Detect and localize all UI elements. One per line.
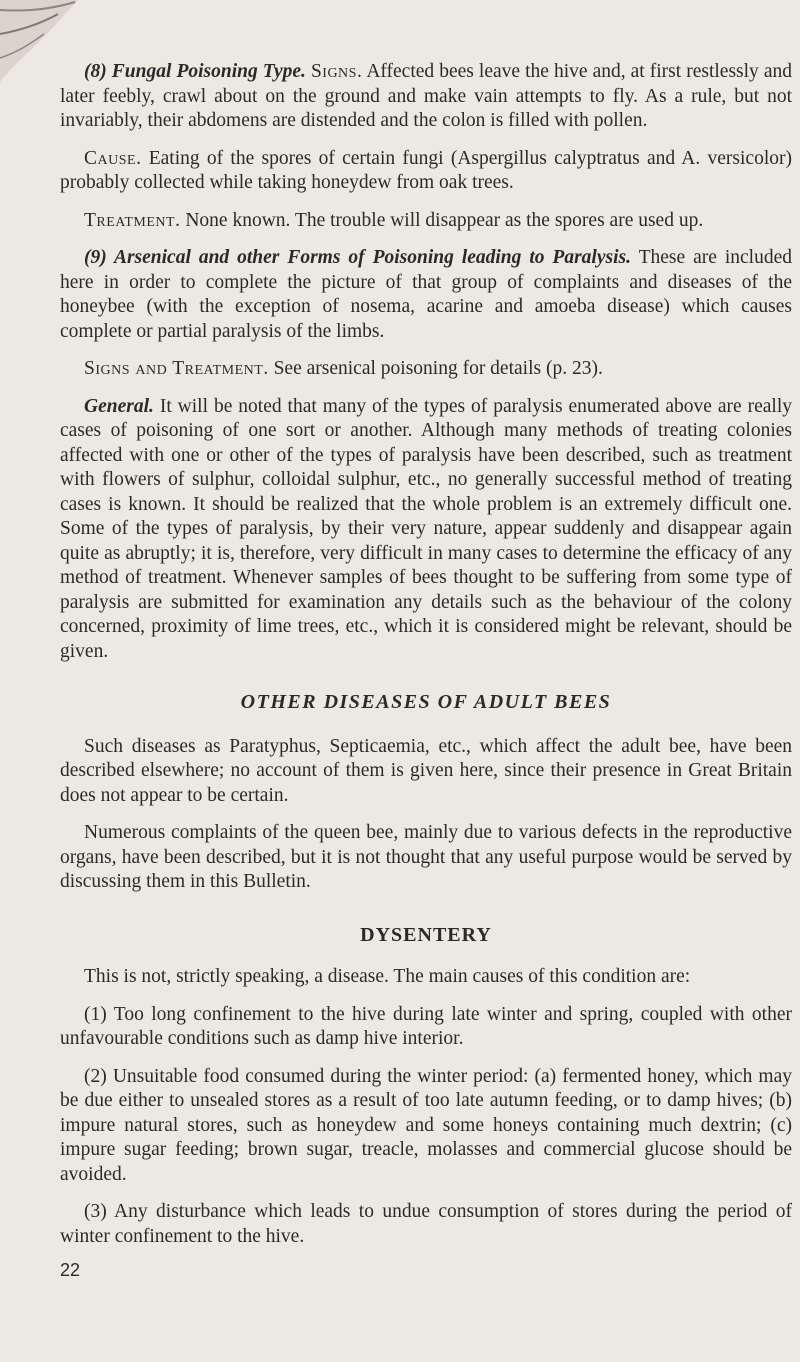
dysentery-cause-3: (3) Any disturbance which leads to undue consumption of stores during the period of winter confinement to the hive. (60, 1201, 792, 1247)
heading-dysentery: DYSENTERY (360, 923, 492, 946)
signs-and-treatment-text: See arsenical poisoning for details (p. 23). (273, 358, 603, 379)
general-text: It will be noted that many of the types of paralysis enumerated above are really cases of poisoning of one sort or another. Although many methods of treating colonies affected with one or other of the types of paralysis have been described, such as treatment with flowers of sulphur, colloidal sulphur, etc., no generally successful method of treating cases is known. It should be realized that the whole problem is an extremely difficult one. Some of the types of paralysis, by their very nature, appear suddenly and disappear again quite as abruptly; it is, therefore, very difficult in many cases to determine the efficacy of any method of treatment. Whenever samples of bees thought to be suffering from some type of paralysis are submitted for examination any details such as the behaviour of the colony concerned, proximity of lime trees, etc., which it is considered might be relevant, should be given. (60, 395, 793, 662)
arsenical-poisoning-text: These are included here in order to complete the picture of that group of complaints and diseases of the honeybee (with the exception of nosema, acarine and amoeba disease) which causes complete or partial paralysis of the limbs. (60, 247, 792, 342)
signs-and-treatment-label: Signs and Treatment. (84, 358, 269, 379)
fungal-poisoning-heading: (8) Fungal Poisoning Type. (84, 61, 306, 82)
dysentery-cause-1: (1) Too long confinement to the hive during late winter and spring, coupled with other unfavourable conditions such as damp hive interior. (60, 1003, 792, 1049)
general-heading: General. (84, 395, 154, 417)
heading-other-diseases: OTHER DISEASES OF ADULT BEES (240, 691, 612, 713)
dysentery-cause-2: (2) Unsuitable food consumed during the winter period: (a) fermented honey, which may be due either to unsealed stores as a result of too late autumn feeding, or to damp hives; (b) impure natural stores, such as honeydew and some honeys containing much dextrin; (c) impure sugar feeding; brown sugar, treacle, molasses and commercial glucose should be avoided. (60, 1065, 792, 1185)
paragraph-treatment (60, 209, 792, 234)
cause-text: Eating of the spores of certain fungi (Aspergillus calyptratus and A. versicolor) probably collected while taking honeydew from oak trees. (60, 147, 792, 193)
paragraph-dysentery-intro: This is not, strictly speaking, a disease. The main causes of this condition are: (84, 966, 691, 987)
page-number: 22 (60, 1260, 81, 1280)
paragraph-other-diseases-1: Such diseases as Paratyphus, Septicaemia, etc., which affect the adult bee, have been described elsewhere; no account of them is given here, since their presence in Great Britain does not appear to be certain. (60, 735, 792, 806)
signs-text: Affected bees leave the hive and, at first restlessly and later feebly, crawl about on the ground and make vain attempts to fly. As a rule, but not invariably, their abdomens are distended and the colon is filled with pollen. (60, 61, 792, 131)
paragraph-signs-and-treatment (60, 357, 792, 382)
document-page (60, 60, 792, 1283)
paragraph-other-diseases-2: Numerous complaints of the queen bee, mainly due to various defects in the reproductive organs, have been described, but it is not thought that any useful purpose would be served by discussing them in this Bulletin. (60, 822, 792, 892)
paragraph-cause (60, 147, 792, 196)
arsenical-poisoning-heading: (9) Arsenical and other Forms of Poisoning leading to Paralysis. (84, 247, 631, 268)
treatment-label: Treatment. (84, 209, 181, 231)
treatment-text: None known. The trouble will disappear as the spores are used up. (185, 209, 704, 231)
cause-label: Cause. (84, 147, 142, 169)
paragraph-fungal-poisoning (60, 60, 792, 134)
paragraph-arsenical-poisoning (60, 246, 792, 344)
signs-label: Signs. (310, 61, 363, 82)
paragraph-general (60, 395, 792, 665)
